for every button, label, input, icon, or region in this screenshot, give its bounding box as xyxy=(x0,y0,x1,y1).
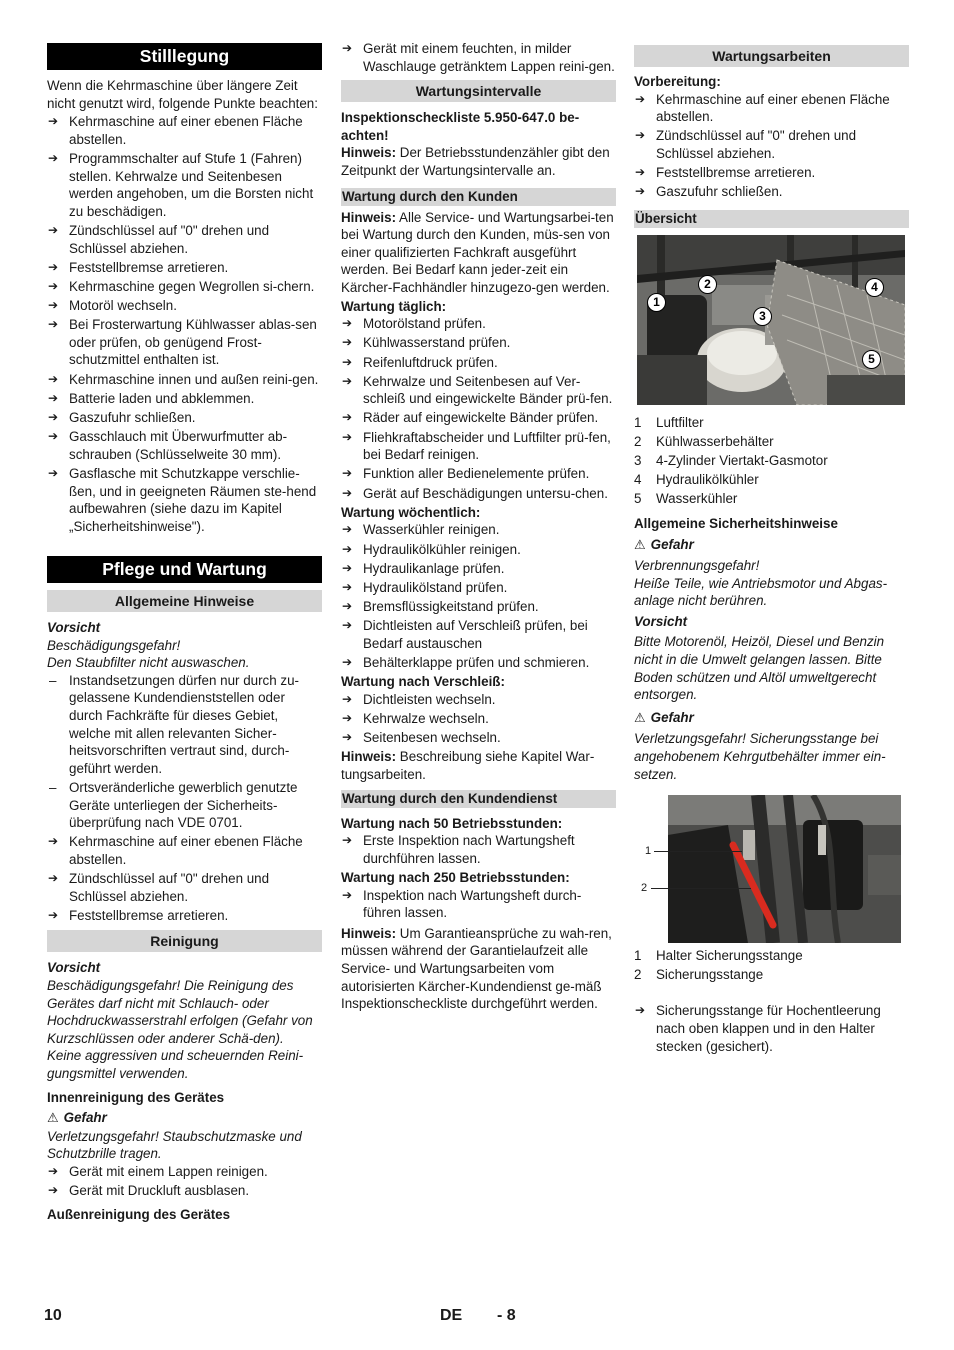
engine-compartment-photo xyxy=(637,235,905,405)
text-line: Beschädigungsgefahr! xyxy=(47,637,181,653)
b50-title: Wartung nach 50 Betriebsstunden: xyxy=(341,815,563,831)
step-item: ➔ Räder auf eingewickelte Bänder prüfen. xyxy=(341,409,616,427)
reinigung-vorsicht-text: Beschädigungsgefahr! Die Reinigung des Gerätes darf nicht mit Schlauch- oder Hochdruckwasserstrahl erfolgen (Gefahr von Kurzschlüssen oder anderer Schä-den). xyxy=(47,978,313,1046)
column-2 xyxy=(341,40,616,1013)
section-title-stilllegung: Stilllegung xyxy=(47,43,322,70)
step-item: ➔ Bei Frosterwartung Kühlwasser ablas-sen oder prüfen, ob genügend Frost-schutzmittel enthalten ist. xyxy=(47,316,322,369)
warning-triangle-icon: ⚠ xyxy=(634,710,646,726)
legend-item xyxy=(634,471,909,489)
taeglich-title: Wartung täglich: xyxy=(341,298,447,314)
b250-title: Wartung nach 250 Betriebsstunden: xyxy=(341,870,570,886)
legend-text: Wasserkühler xyxy=(656,491,738,507)
allg-dash-list xyxy=(47,672,322,832)
b50-steps xyxy=(341,832,616,867)
legend-item xyxy=(634,490,909,508)
step-item: ➔ Dichtleisten wechseln. xyxy=(341,691,616,709)
legend-number: 3 xyxy=(634,453,642,469)
step-item: ➔ Kühlwasserstand prüfen. xyxy=(341,334,616,352)
legend-item xyxy=(634,433,909,451)
vorbereitung-steps xyxy=(634,91,909,201)
legend-safety-bar xyxy=(634,947,909,984)
gefahr1-text2: Heiße Teile, wie Antriebsmotor und Abgas-anlage nicht berühren. xyxy=(634,575,888,609)
legend-number: 5 xyxy=(634,491,642,507)
step-item: ➔ Zündschlüssel auf "0" drehen und Schlüssel abziehen. xyxy=(634,127,909,162)
step-item: ➔ Kehrmaschine innen und außen reini-gen. xyxy=(47,371,322,389)
reinigung-vorsicht-label: Vorsicht xyxy=(47,960,101,976)
step-item: ➔ Feststellbremse arretieren. xyxy=(47,907,322,925)
photo2-label-2: 2 xyxy=(641,882,648,895)
step-item: ➔ Hydraulikanlage prüfen. xyxy=(341,560,616,578)
step-item: ➔ Fliehkraftabscheider und Luftfilter prü-fen, bei Bedarf reinigen. xyxy=(341,429,616,464)
allg-steps xyxy=(47,833,322,924)
legend-text: 4-Zylinder Viertakt-Gasmotor xyxy=(656,453,828,469)
legend-text: Halter Sicherungsstange xyxy=(656,948,803,964)
legend-item xyxy=(634,966,909,984)
step-item: ➔ Bremsflüssigkeitstand prüfen. xyxy=(341,598,616,616)
legend-text: Luftfilter xyxy=(656,414,704,430)
woechentlich-steps xyxy=(341,521,616,671)
legend-number: 2 xyxy=(634,434,642,450)
step-item: ➔ Motoröl wechseln. xyxy=(47,297,322,315)
aussenreinigung-title: Außenreinigung des Gerätes xyxy=(47,1206,231,1222)
step-item: ➔ Zündschlüssel auf "0" drehen und Schlüssel abziehen. xyxy=(47,222,322,257)
step-item: ➔ Feststellbremse arretieren. xyxy=(47,259,322,277)
safety-bar-photo xyxy=(638,795,901,943)
safety-bar-illustration xyxy=(638,795,901,943)
legend-number: 1 xyxy=(634,414,642,430)
verschleiss-hinweis: Hinweis: Beschreibung siehe Kapitel War-tungsarbeiten. xyxy=(341,749,595,783)
taeglich-steps xyxy=(341,315,616,502)
step-item: ➔ Wasserkühler reinigen. xyxy=(341,521,616,539)
step-item: ➔ Gaszufuhr schließen. xyxy=(634,183,909,201)
step-item: ➔ Erste Inspektion nach Wartungsheft durchführen lassen. xyxy=(341,832,616,867)
legend-text: Hydraulikölkühler xyxy=(656,472,759,488)
innenreinigung-title: Innenreinigung des Gerätes xyxy=(47,1089,225,1105)
legend-item xyxy=(634,947,909,965)
woechentlich-title: Wartung wöchentlich: xyxy=(341,504,481,520)
step-item: ➔ Hydraulikölkühler reinigen. xyxy=(341,541,616,559)
final-steps xyxy=(634,1002,909,1055)
step-item: ➔ Sicherungsstange für Hochentleerung nach oben klappen und in den Halter stecken (gesichert). xyxy=(634,1002,909,1055)
checkliste-title: Inspektionscheckliste 5.950-647.0 be-achten! xyxy=(341,110,580,143)
step-item: ➔ Gaszufuhr schließen. xyxy=(47,409,322,427)
sicherheit-title: Allgemeine Sicherheitshinweise xyxy=(634,515,838,531)
step-item: ➔ Hydraulikölstand prüfen. xyxy=(341,579,616,597)
text-line: Den Staubfilter nicht auswaschen. xyxy=(47,655,250,671)
step-item: ➔ Gasschlauch mit Überwurfmutter ab-schrauben (Schlüsselweite 30 mm). xyxy=(47,428,322,463)
callout-5: 5 xyxy=(862,350,881,369)
step-item: ➔ Programmschalter auf Stufe 1 (Fahren) stellen. Kehrwalze und Seitenbesen werden angehoben, um die Borsten nicht zu beschädigen. xyxy=(47,150,322,220)
step-item: ➔ Gerät mit einem feuchten, in milder Waschlauge getränktem Lappen reini-gen. xyxy=(341,40,616,75)
step-item: ➔ Reifenluftdruck prüfen. xyxy=(341,354,616,372)
page-number-left: 10 xyxy=(44,1307,62,1324)
stilllegung-steps xyxy=(47,113,322,535)
legend-number: 2 xyxy=(634,967,642,983)
gefahr1-label: ⚠ Gefahr xyxy=(634,536,694,553)
dash-item: – Ortsveränderliche gewerblich genutzte Geräte unterliegen der Sicherheits-überprüfung nach VDE 0701. xyxy=(47,779,322,832)
heading-wartung-kunden: Wartung durch den Kunden xyxy=(341,188,616,206)
col2-top-steps xyxy=(341,40,616,75)
step-item: ➔ Gasflasche mit Schutzkappe verschlie-ßen, und in geeigneten Räumen ste-hend aufbewahren (siehe dazu im Kapitel „Sicherheitshinweise"). xyxy=(47,465,322,535)
vorsicht-label: Vorsicht xyxy=(47,619,101,635)
step-item: ➔ Seitenbesen wechseln. xyxy=(341,729,616,747)
step-item: ➔ Kehrwalze und Seitenbesen auf Ver-schleiß und eingewickelte Bänder prü-fen. xyxy=(341,373,616,408)
legend-text: Kühlwasserbehälter xyxy=(656,434,774,450)
vorsicht-text: Bitte Motorenöl, Heizöl, Diesel und Benzin nicht in die Umwelt gelangen lassen. Bitte Boden schützen und Altöl umweltgerecht entsorgen. xyxy=(634,634,885,703)
verschleiss-title: Wartung nach Verschleiß: xyxy=(341,674,505,690)
step-item: ➔ Gerät auf Beschädigungen untersu-chen. xyxy=(341,485,616,503)
legend-item xyxy=(634,414,909,432)
checkliste-hinweis: Hinweis: Der Betriebsstundenzähler gibt den Zeitpunkt der Wartungsintervalle an. xyxy=(341,145,610,178)
callout-4: 4 xyxy=(865,278,884,297)
reinigung-vorsicht-text2: Keine aggressiven und scheuernden Reini-gungsmittel verwenden. xyxy=(47,1048,304,1081)
heading-wartungsarbeiten: Wartungsarbeiten xyxy=(634,45,909,67)
callout-3: 3 xyxy=(753,307,772,326)
verschleiss-steps xyxy=(341,691,616,747)
legend-engine xyxy=(634,414,909,508)
heading-wartung-kundendienst: Wartung durch den Kundendienst xyxy=(341,790,616,808)
photo2-leader-1 xyxy=(654,851,742,852)
step-item: ➔ Gerät mit einem Lappen reinigen. xyxy=(47,1163,322,1181)
step-item: ➔ Kehrmaschine auf einer ebenen Fläche abstellen. xyxy=(47,113,322,148)
callout-2: 2 xyxy=(698,275,717,294)
column-1 xyxy=(47,40,322,1223)
photo2-leader-2 xyxy=(651,888,751,889)
heading-allgemeine-hinweise: Allgemeine Hinweise xyxy=(47,590,322,612)
innen-gefahr-label: ⚠ Gefahr xyxy=(47,1110,107,1127)
heading-uebersicht: Übersicht xyxy=(634,210,909,228)
allg-warning xyxy=(47,637,322,672)
step-item: ➔ Batterie laden und abklemmen. xyxy=(47,390,322,408)
gefahr1-text: Verbrennungsgefahr! xyxy=(634,558,760,574)
step-item: ➔ Motorölstand prüfen. xyxy=(341,315,616,333)
vorbereitung-title: Vorbereitung: xyxy=(634,74,721,89)
step-item: ➔ Kehrmaschine auf einer ebenen Fläche abstellen. xyxy=(47,833,322,868)
dash-item: – Instandsetzungen dürfen nur durch zu-gelassene Kundendienststellen oder durch Fachkräfte für dieses Gebiet, welche mit allen relevanten Sicher-heitsvorschriften vertraut sind, durch-geführt werden. xyxy=(47,672,322,778)
warning-triangle-icon: ⚠ xyxy=(634,537,646,553)
gefahr2-text: Verletzungsgefahr! Sicherungsstange bei angehobenem Kehrgutbehälter immer ein-setzen. xyxy=(634,731,886,782)
legend-item xyxy=(634,452,909,470)
step-item: ➔ Kehrwalze wechseln. xyxy=(341,710,616,728)
gefahr2-label: ⚠ Gefahr xyxy=(634,709,694,726)
step-item: ➔ Kehrmaschine gegen Wegrollen si-chern. xyxy=(47,278,322,296)
stilllegung-intro: Wenn die Kehrmaschine über längere Zeit nicht genutzt wird, folgende Punkte beachten: xyxy=(47,78,318,111)
step-item: ➔ Zündschlüssel auf "0" drehen und Schlüssel abziehen. xyxy=(47,870,322,905)
heading-wartungsintervalle: Wartungsintervalle xyxy=(341,80,616,102)
step-item: ➔ Funktion aller Bedienelemente prüfen. xyxy=(341,465,616,483)
language-code: DE xyxy=(440,1307,463,1324)
vorsicht-label: Vorsicht xyxy=(634,613,688,629)
step-item: ➔ Kehrmaschine auf einer ebenen Fläche abstellen. xyxy=(634,91,909,126)
legend-number: 4 xyxy=(634,472,642,488)
step-item: ➔ Gerät mit Druckluft ausblasen. xyxy=(47,1182,322,1200)
garantie-hinweis: Hinweis: Um Garantieansprüche zu wah-ren, müssen während der Garantielaufzeit alle Service- und Wartungsarbeiten vom autorisierten Kärcher-Kundendienst ge-mäß Inspektionscheckliste durchgeführt werden. xyxy=(341,925,612,1012)
b250-steps xyxy=(341,887,616,922)
legend-number: 1 xyxy=(634,948,642,964)
innen-gefahr-text: Verletzungsgefahr! Staubschutzmaske und Schutzbrille tragen. xyxy=(47,1128,302,1162)
section-title-pflege: Pflege und Wartung xyxy=(47,556,322,583)
step-item: ➔ Inspektion nach Wartungsheft durch-führen lassen. xyxy=(341,887,616,922)
step-item: ➔ Dichtleisten auf Verschleiß prüfen, bei Bedarf austauschen xyxy=(341,617,616,652)
callout-1: 1 xyxy=(647,293,666,312)
legend-text: Sicherungsstange xyxy=(656,967,764,983)
kunden-hinweis: Hinweis: Alle Service- und Wartungsarbei-ten bei Wartung durch den Kunden, müs-sen von einer qualifizierten Fachkraft ausgeführt werden. Bei Bedarf kann jeder-zeit ein Kärcher-Fachhändler hinzugezo-gen werden. xyxy=(341,209,614,295)
innen-steps xyxy=(47,1163,322,1200)
heading-reinigung: Reinigung xyxy=(47,930,322,952)
step-item: ➔ Behälterklappe prüfen und schmieren. xyxy=(341,654,616,672)
photo2-label-1: 1 xyxy=(645,845,652,858)
page-number-right: - 8 xyxy=(497,1307,516,1324)
warning-triangle-icon: ⚠ xyxy=(47,1111,59,1127)
column-3 xyxy=(634,40,909,1057)
step-item: ➔ Feststellbremse arretieren. xyxy=(634,164,909,182)
